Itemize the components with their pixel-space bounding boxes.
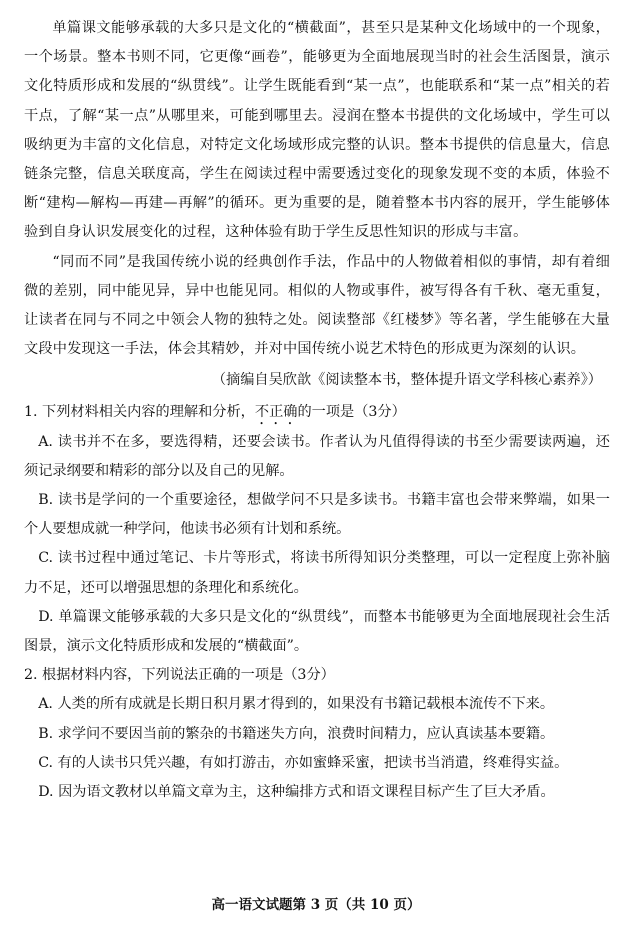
- question-2-option-c: C. 有的人读书只凭兴趣，有如打游击，亦如蜜蜂采蜜，把读书当消遣，终难得实益。: [38, 754, 569, 771]
- question-1-stem-emphasis: 不正确: [254, 403, 298, 420]
- question-2-option-b: B. 求学问不要因当前的繁杂的书籍迷失方向，浪费时间精力，应认真读基本要籍。: [38, 725, 555, 742]
- question-1-stem-after: 的一项是（3分）: [297, 403, 406, 420]
- question-2: [24, 661, 610, 807]
- page-footer: 高一语文试题第 3 页（共 10 页）: [211, 897, 421, 913]
- question-1-option-d: D. 单篇课文能够承载的大多只是文化的“纵贯线”，而整本书能够更为全面地展现社会生活图景，演示文化特质形成和发展的“横截面”。: [24, 608, 610, 655]
- question-2-stem: [24, 661, 610, 690]
- question-1: [24, 398, 610, 662]
- passage-paragraph-2: “同而不同”是我国传统小说的经典创作手法，作品中的人物做着相似的事情，却有着细微的差别，同中能见异，异中也能见同。相似的人物或事件，被写得各有千秋、毫无重复，让读者在同与不同之中领会人物的独特之处。阅读整部《红楼梦》等名著，学生能够在大量文段中发现这一手法，体会其精妙，并对中国传统小说艺术特色的形成更为深刻的认识。: [24, 253, 610, 358]
- passage-source: （摘编自吴欣歆《阅读整本书，整体提升语文学科核心素养》）: [211, 372, 602, 389]
- question-1-option-c: C. 读书过程中通过笔记、卡片等形式，将读书所得知识分类整理，可以一定程度上弥补脑力不足，还可以增强思想的条理化和系统化。: [24, 550, 610, 596]
- question-1-option-a: A. 读书并不在多，要选得精，还要会读书。作者认为凡值得得读的书至少需要读两遍，还须记录纲要和精彩的部分以及自己的见解。: [24, 433, 610, 479]
- question-2-stem-before: 2. 根据材料内容，下列说法正确的一项是（3分）: [24, 667, 335, 684]
- question-1-option-b: B. 读书是学问的一个重要途径，想做学问不只是多读书。书籍丰富也会带来弊端，如果一个人要想成就一种学问，他读书必须有计划和系统。: [24, 492, 610, 538]
- question-1-stem: [24, 398, 610, 428]
- question-2-option-a: A. 人类的所有成就是长期日积月累才得到的，如果没有书籍记载根本流传不下来。: [38, 696, 555, 713]
- passage-paragraph-1: 单篇课文能够承载的大多只是文化的“横截面”，甚至只是某种文化场域中的一个现象，一个场景。整本书则不同，它更像“画卷”，能够更为全面地展现当时的社会生活图景，演示文化特质形成和发展的“纵贯线”。让学生既能看到“某一点”，也能联系和“某一点”相关的若干点，了解“某一点”从哪里来，可能到哪里去。浸润在整本书提供的文化场域中，学生可以吸纳更为丰富的文化信息，对特定文化场域形成完整的认识。整本书提供的信息量大，信息链条完整，信息关联度高，学生在阅读过程中需要透过变化的现象发现不变的本质，体验不断“建构—解构—再建—再解”的循环。更为重要的是，随着整本书内容的展开，学生能够体验到自身认识发展变化的过程，这种体验有助于学生反思性知识的形成与丰富。: [24, 20, 610, 241]
- question-2-option-d: D. 因为语文教材以单篇文章为主，这种编排方式和语文课程目标产生了巨大矛盾。: [38, 784, 555, 801]
- question-1-stem-before: 1. 下列材料相关内容的理解和分析，: [24, 403, 255, 420]
